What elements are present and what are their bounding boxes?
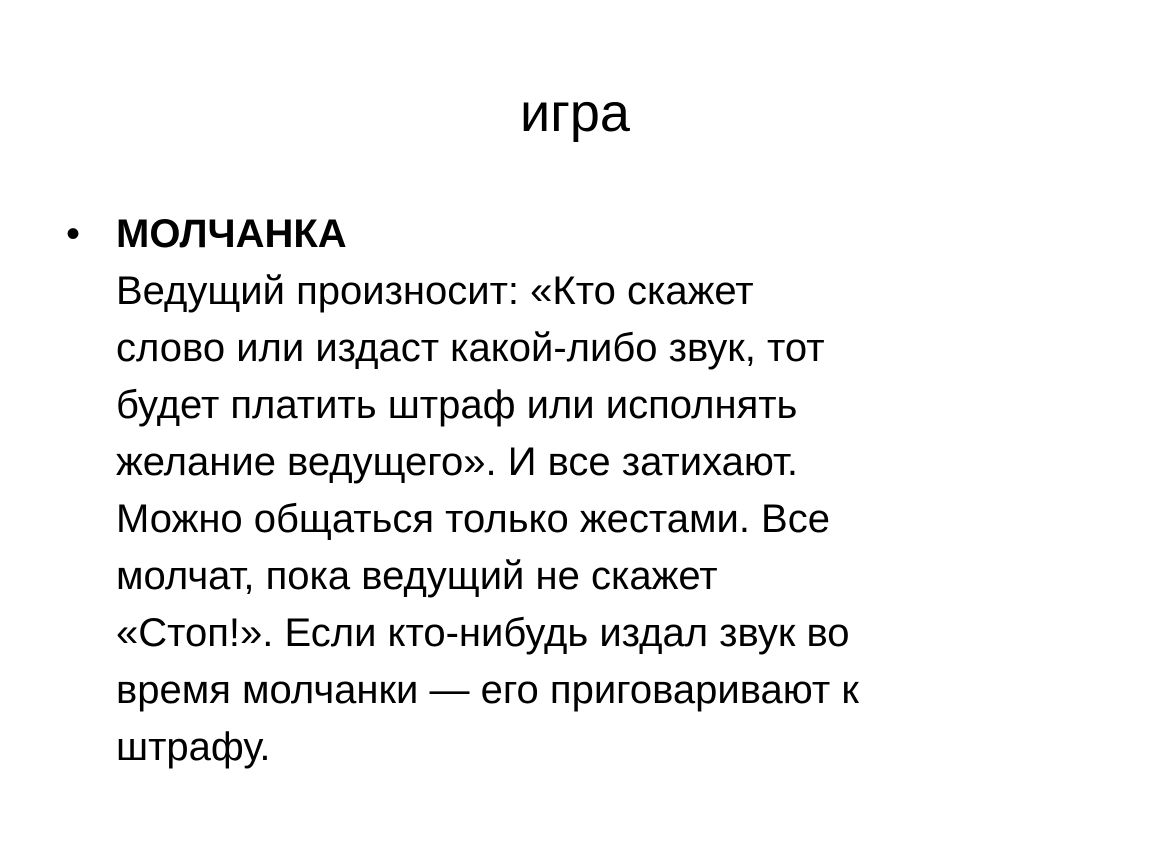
- body-line: «Стоп!». Если кто-нибудь издал звук во: [116, 611, 850, 655]
- body-line: желание ведущего». И все затихают.: [116, 440, 799, 484]
- bullet-icon: •: [66, 212, 81, 256]
- body-line: Ведущий произносит: «Кто скажет: [116, 269, 754, 313]
- body-line: Можно общаться только жестами. Все: [116, 497, 830, 541]
- body-line: молчат, пока ведущий не скажет: [116, 554, 718, 598]
- list-item: [66, 206, 1076, 776]
- slide-title: игра: [520, 83, 630, 143]
- bullet-list: [66, 206, 1076, 776]
- bullet-body: [116, 263, 1076, 776]
- bullet-heading: МОЛЧАНКА: [116, 212, 347, 256]
- body-line: будет платить штраф или исполнять: [116, 383, 798, 427]
- body-line: время молчанки — его приговаривают к: [116, 668, 859, 712]
- body-line: слово или издаст какой-либо звук, тот: [116, 326, 825, 370]
- body-line: штрафу.: [116, 725, 271, 769]
